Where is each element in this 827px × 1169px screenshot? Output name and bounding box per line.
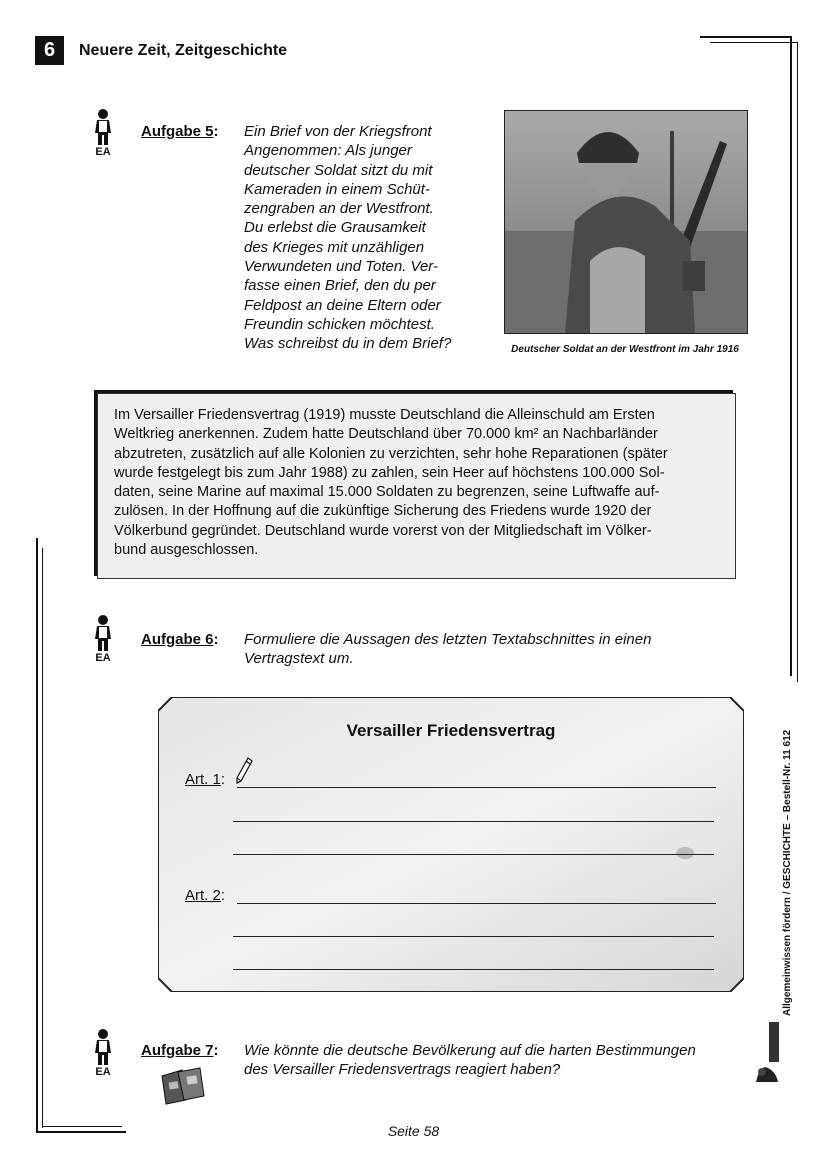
frame-line-top [700,36,791,38]
treaty-title: Versailler Friedensvertrag [346,721,556,740]
article-2-label: Art. 2: [185,887,226,904]
ea-label: EA [95,146,111,158]
frame-line-top-inner [710,42,797,43]
chapter-title: Neuere Zeit, Zeitgeschichte [79,42,288,59]
book-icon [160,1066,208,1106]
task-7-label: Aufgabe 7: [141,1042,219,1059]
pencil-icon [235,757,253,785]
task-5-label: Aufgabe 5: [141,123,219,140]
write-line[interactable] [237,787,716,788]
task-7-text: Wie könnte die deutsche Bevölkerung auf die harten Bestimmungen des Versailler Friedensvertrags reagiert haben? [244,1042,696,1079]
write-line[interactable] [233,969,714,970]
publisher-logo [754,1022,780,1084]
chapter-number-badge: 6 [35,36,64,65]
frame-line-left [36,538,38,1133]
task-5-text: Ein Brief von der Kriegsfront Angenommen: Als junger deutscher Soldat sitzt du mit Kameraden in einem Schüt- zengraben an der Westfront. Du erlebst die Grausamkeit des Krieges mit unzähligen Verwundeten und Toten. Ver- fasse einen Brief, den du per Feldpost an deine Eltern oder Freundin schicken möchtest. Was schreibst du in dem Brief? [244,123,452,353]
side-publisher-text: Allgemeinwissen fördern / GESCHICHTE – Bestell-Nr. 11 612 [782,729,793,1016]
ea-label: EA [95,652,111,664]
article-1-label: Art. 1: [185,771,226,788]
ea-label: EA [95,1066,111,1078]
person-icon [90,614,116,664]
person-icon [90,108,116,158]
info-text-box: Im Versailler Friedensvertrag (1919) musste Deutschland die Alleinschuld am Ersten Weltkrieg anerkennen. Zudem hatte Deutschland über 70.000 km² an Nachbarländer abzutreten, zusätzlich auf alle Kolonien zu verzichten, sehr hohe Reparationen (später wurde festgelegt bis zum Jahr 1988) zu zahlen, sein Heer auf höchstens 100.000 Sol- daten, seine Marine auf maximal 15.000 Soldaten zu begrenzen, seine Luftwaffe auf- zulösen. In der Hoffnung auf die zukünftige Sicherung des Friedens wurde 1920 der Völkerbund gegründet. Deutschland wurde vorerst von der Mitgliedschaft im Völker- bund ausgeschlossen. [97,393,736,579]
write-line[interactable] [237,903,716,904]
write-line[interactable] [233,854,714,855]
task-6-text: Formuliere die Aussagen des letzten Textabschnittes in einen Vertragstext um. [244,631,652,668]
write-line[interactable] [233,821,714,822]
task-6-label: Aufgabe 6: [141,631,219,648]
person-icon [90,1028,116,1078]
page-number: Seite 58 [387,1123,440,1139]
treaty-card [158,697,744,992]
soldier-photo [504,110,748,334]
frame-line-right-inner [797,42,798,682]
photo-caption: Deutscher Soldat an der Westfront im Jahr 1916 [511,344,739,355]
write-line[interactable] [233,936,714,937]
frame-line-left-inner [42,548,43,1128]
frame-line-right [790,36,792,676]
